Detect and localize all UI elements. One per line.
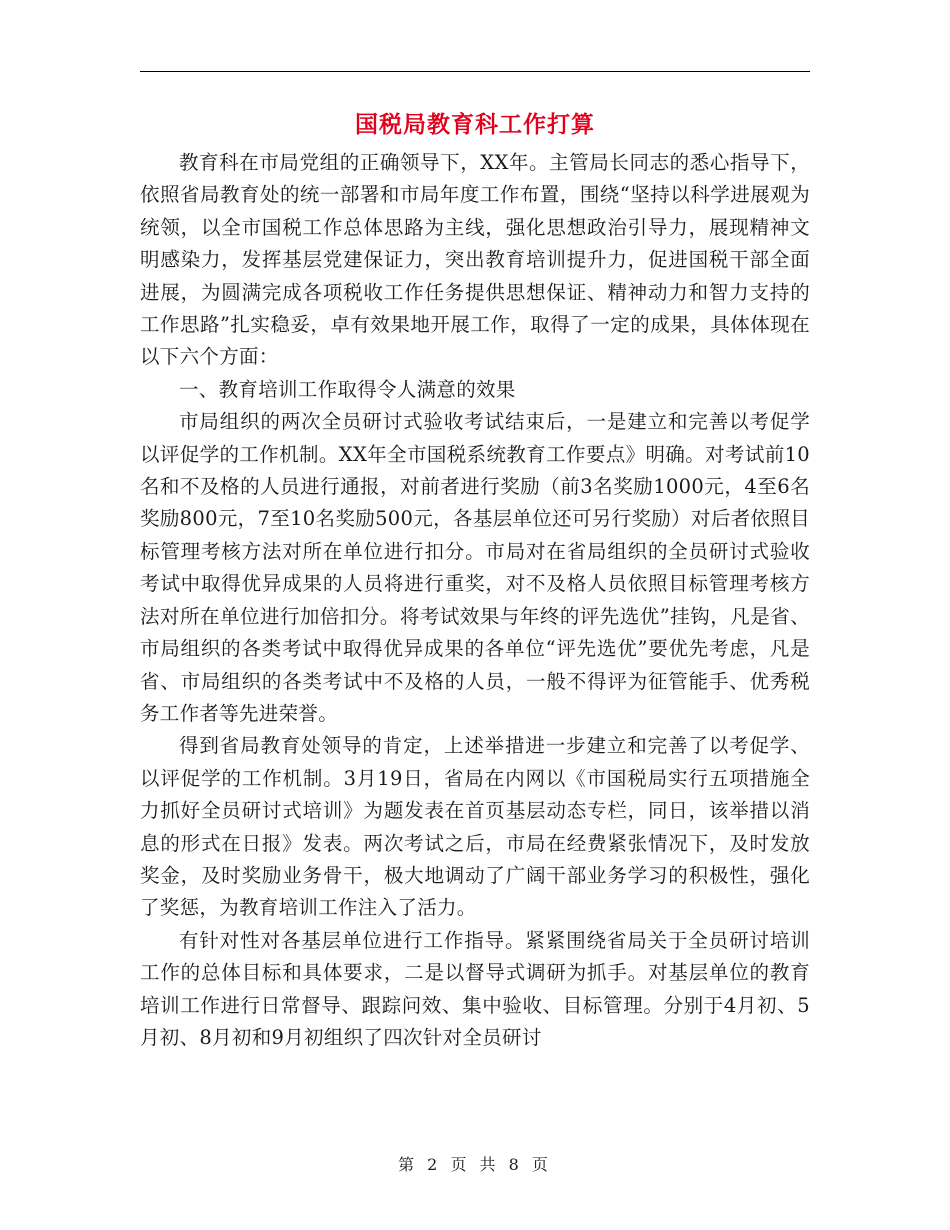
paragraph-exam-mechanism: 市局组织的两次全员研讨式验收考试结束后，一是建立和完善以考促学以评促学的工作机制。XX年全市国税系统教育工作要点》明确。对考试前10名和不及格的人员进行通报，对前者进行奖励（前3名奖励1000元，4至6名奖励800元，7至10名奖励500元，各基层单位还可另行奖励）对后者依照目标管理考核方法对所在单位进行扣分。市局对在省局组织的全员研讨式验收考试中取得优异成果的人员将进行重奖，对不及格人员依照目标管理考核方法对所在单位进行加倍扣分。将考试效果与年终的评先选优”挂钩，凡是省、市局组织的各类考试中取得优异成果的各单位“评先选优”要优先考虑，凡是省、市局组织的各类考试中不及格的人员，一般不得评为征管能手、优秀税务工作者等先进荣誉。 [140,410,810,725]
document-title: 国税局教育科工作打算 [355,111,595,138]
document-body [140,147,810,1054]
page-number-footer: 第 2 页 共 8 页 [398,1155,552,1174]
paragraph-guidance: 有针对性对各基层单位进行工作指导。紧紧围绕省局关于全员研讨培训工作的总体目标和具体要求，二是以督导式调研为抓手。对基层单位的教育培训工作进行日常督导、跟踪问效、集中验收、目标管理。分别于4月初、5月初、8月初和9月初组织了四次针对全员研讨 [140,928,810,1049]
paragraph-intro: 教育科在市局党组的正确领导下，XX年。主管局长同志的悉心指导下，依照省局教育处的统一部署和市局年度工作布置，围绕“坚持以科学进展观为统领，以全市国税工作总体思路为主线，强化思想政治引导力，展现精神文明感染力，发挥基层党建保证力，突出教育培训提升力，促进国税干部全面进展，为圆满完成各项税收工作任务提供思想保证、精神动力和智力支持的工作思路”扎实稳妥，卓有效果地开展工作，取得了一定的成果，具体体现在以下六个方面： [140,151,810,369]
header-rule [140,71,810,72]
section-heading-1: 一、教育培训工作取得令人满意的效果 [179,377,516,401]
paragraph-recognition: 得到省局教育处领导的肯定，上述举措进一步建立和完善了以考促学、以评促学的工作机制。3月19日，省局在内网以《市国税局实行五项措施全力抓好全员研讨式培训》为题发表在首页基层动态专栏，同日，该举措以消息的形式在日报》发表。两次考试之后，市局在经费紧张情况下，及时发放奖金，及时奖励业务骨干，极大地调动了广阔干部业务学习的积极性，强化了奖惩，为教育培训工作注入了活力。 [140,734,810,920]
